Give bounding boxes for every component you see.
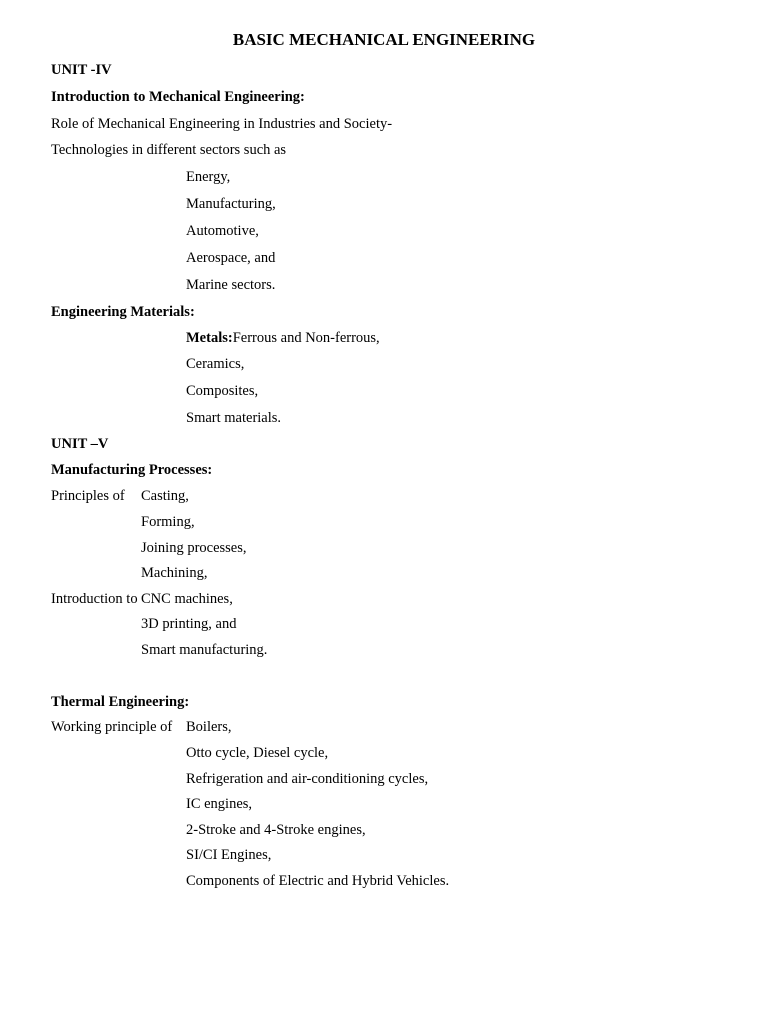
sector-item: Energy, [186,169,231,185]
thermal-item: Boilers, [186,719,232,735]
principle-item: Casting, [141,488,189,504]
intro-line-1: Role of Mechanical Engineering in Industries and Society- [51,116,393,132]
intro-heading: Introduction to Mechanical Engineering: [51,89,305,105]
sector-item: Automotive, [186,223,259,239]
thermal-item: Components of Electric and Hybrid Vehicles. [186,873,450,889]
intro-item: CNC machines, [141,591,233,607]
thermal-item: Otto cycle, Diesel cycle, [186,745,329,761]
intro-line-2: Technologies in different sectors such as [51,142,287,158]
metals-text: Ferrous and Non-ferrous, [232,330,380,346]
principles-label: Principles of [51,488,125,504]
thermal-item: 2-Stroke and 4-Stroke engines, [186,822,366,838]
thermal-item: Refrigeration and air-conditioning cycles, [186,771,429,787]
materials-heading: Engineering Materials: [51,304,195,320]
intro-to-label: Introduction to [51,591,138,607]
working-principle-label: Working principle of [51,719,173,735]
material-item: Smart materials. [186,410,282,426]
thermal-heading: Thermal Engineering: [51,694,190,710]
thermal-item: IC engines, [186,796,253,812]
sector-item: Aerospace, and [186,250,276,266]
unit-5-heading: UNIT –V [51,436,109,452]
principle-item: Joining processes, [141,540,247,556]
material-item: Ceramics, [186,356,245,372]
intro-item: Smart manufacturing. [141,642,268,658]
thermal-item: SI/CI Engines, [186,847,272,863]
sector-item: Marine sectors. [186,277,276,293]
intro-item: 3D printing, and [141,616,237,632]
unit-4-heading: UNIT -IV [51,62,112,78]
principle-item: Machining, [141,565,208,581]
material-item: Composites, [186,383,259,399]
metals-label: Metals: [186,330,233,346]
manufacturing-heading: Manufacturing Processes: [51,462,213,478]
page-title: BASIC MECHANICAL ENGINEERING [232,30,536,49]
principle-item: Forming, [141,514,195,530]
materials-metals [186,329,380,347]
sector-item: Manufacturing, [186,196,276,212]
